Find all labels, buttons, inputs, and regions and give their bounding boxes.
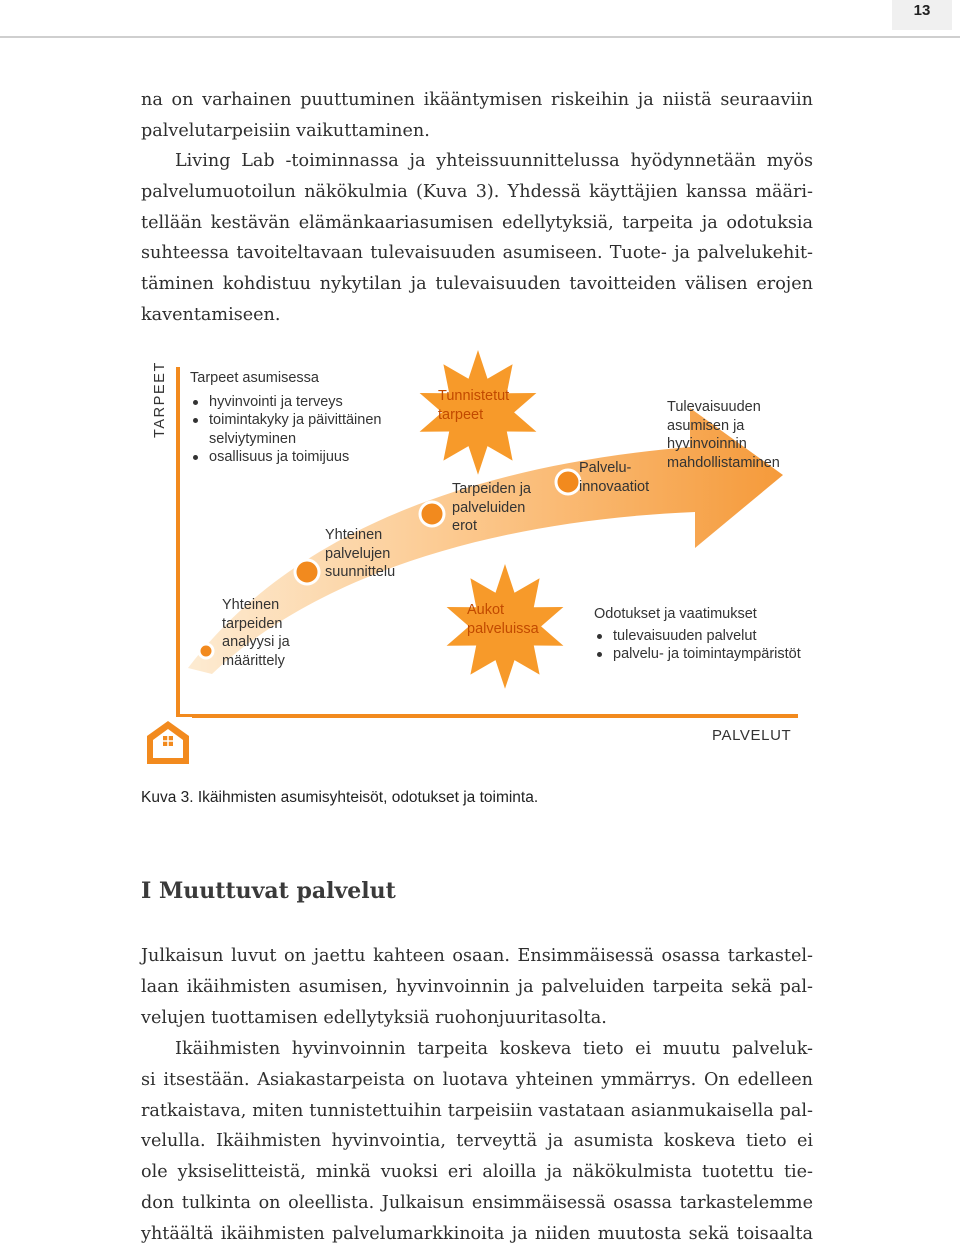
- text-line: Julkaisun luvut on jaettu kahteen osaan. Ensimmäisessä osassa tarkastel-: [141, 946, 813, 966]
- house-icon: [144, 717, 192, 765]
- text-line: ratkaistava, miten tunnistettuihin tarpeisiin vastataan asianmukaisella pal-: [141, 1100, 813, 1121]
- figure-caption: Kuva 3. Ikäihmisten asumisyhteisöt, odotukset ja toiminta.: [141, 789, 539, 806]
- step-marker: [295, 560, 319, 584]
- text-line: kaventamiseen.: [141, 304, 281, 325]
- needs-box: [190, 369, 381, 467]
- text-line: palvelutarpeisiin vaikuttaminen.: [141, 120, 430, 141]
- text-line: velulla. Ikäihmisten hyvinvointia, terveyttä ja asumista koskeva tieto ei: [141, 1131, 813, 1152]
- text-line: laan ikäihmisten asumisen, hyvinvoinnin ja palveluiden tarpeita sekä pal-: [141, 976, 813, 997]
- list-item: toimintakyky ja päivittäinen: [190, 411, 381, 430]
- text-line: palvelumuotoilun näkökulmia (Kuva 3). Yhdessä käyttäjien kanssa määri-: [141, 181, 813, 202]
- list-item: osallisuus ja toimijuus: [190, 448, 381, 467]
- x-axis-label: PALVELUT: [712, 727, 792, 744]
- expectations-box-title: Odotukset ja vaatimukset: [594, 606, 757, 622]
- step-label-differences: Tarpeiden ja palveluiden erot: [452, 481, 531, 534]
- list-item-continuation: selviytyminen: [209, 430, 297, 447]
- star-label-service-gaps: Aukot palveluissa: [467, 602, 539, 637]
- text-line: täminen kohdistuu nykytilan ja tulevaisuuden tavoitteiden välisen erojen: [141, 274, 813, 295]
- section-heading: I Muuttuvat palvelut: [141, 878, 396, 904]
- section-paragraph-2: [141, 1034, 813, 1250]
- text-line: suhteessa tavoiteltavaan tulevaisuuden asumiseen. Tuote- ja palvelukehit-: [141, 243, 813, 264]
- text-line: na on varhainen puuttuminen ikääntymisen riskeihin ja niistä seuraaviin: [141, 90, 813, 110]
- section-paragraph-1: [141, 941, 813, 1033]
- step-label-future: Tulevaisuuden asumisen ja hyvinvoinnin mahdollistaminen: [667, 399, 780, 471]
- text-line: si itsestään. Asiakastarpeista on luotava yhteinen ymmärrys. On edelleen: [141, 1069, 813, 1090]
- step-label-innovations: Palvelu- innovaatiot: [579, 460, 650, 495]
- step-marker: [199, 644, 213, 658]
- text-line: yhtäältä ikäihmisten palvelumarkkinoita ja niiden muutosta sekä toisaalta: [141, 1223, 813, 1244]
- text-line: don tulkinta on oleellista. Julkaisun ensimmäisessä osassa tarkastelemme: [141, 1192, 813, 1213]
- page-number: 13: [913, 2, 931, 19]
- list-item: palvelu- ja toimintaympäristöt: [594, 645, 801, 664]
- text-line: ole yksiselitteistä, minkä vuoksi eri aloilla ja näkökulmista tuotettu tie-: [141, 1162, 813, 1183]
- list-item: tulevaisuuden palvelut: [594, 627, 801, 646]
- list-item: hyvinvointi ja terveys: [190, 393, 381, 412]
- step-label-needs-analysis: Yhteinen tarpeiden analyysi ja määrittely: [222, 597, 290, 669]
- text-line: Living Lab -toiminnassa ja yhteissuunnittelussa hyödynnetään myös: [175, 151, 813, 171]
- text-line: velujen tuottamisen edellytyksiä ruohonjuuritasolta.: [141, 1007, 607, 1028]
- needs-box-title: Tarpeet asumisessa: [190, 370, 319, 386]
- star-label-identified-needs: Tunnistetut tarpeet: [438, 388, 510, 423]
- y-axis-label: TARPEET: [152, 361, 168, 438]
- step-label-co-design: Yhteinen palvelujen suunnittelu: [325, 527, 396, 580]
- text-line: tellään kestävän elämänkaariasumisen edellytyksiä, tarpeita ja odotuksia: [141, 212, 813, 233]
- expectations-box: [594, 605, 801, 664]
- step-marker: [556, 470, 580, 494]
- text-line: Ikäihmisten hyvinvoinnin tarpeita koskeva tieto ei muutu palveluk-: [175, 1039, 813, 1059]
- step-marker: [420, 502, 444, 526]
